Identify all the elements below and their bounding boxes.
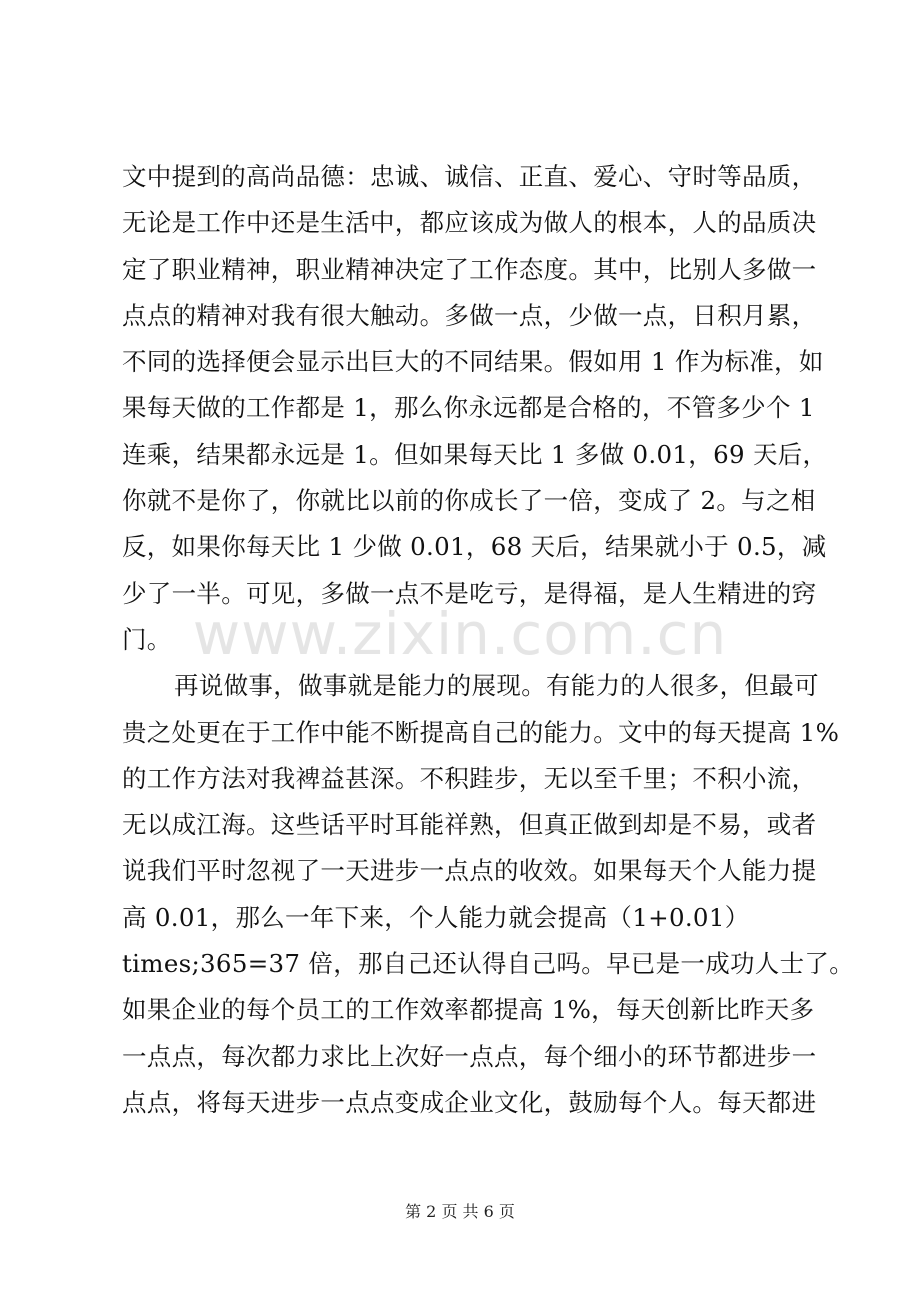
text-line: 如果企业的每个员工的工作效率都提高 1%，每天创新比昨天多: [122, 995, 815, 1025]
text-line: 反，如果你每天比 1 少做 0.01，68 天后，结果就小于 0.5，减: [122, 532, 827, 562]
document-body: [122, 154, 854, 1126]
text-line: 高 0.01，那么一年下来，个人能力就会提高（1+0.01）: [122, 902, 750, 932]
text-line: times;365=37 倍，那自己还认得自己吗。早已是一成功人士了。: [122, 949, 854, 979]
text-line: 的工作方法对我裨益甚深。不积跬步，无以至千里；不积小流，: [122, 763, 817, 793]
text-line: 说我们平时忽视了一天进步一点点的收效。如果每天个人能力提: [122, 856, 817, 886]
text-line: 无以成江海。这些话平时耳能祥熟，但真正做到却是不易，或者: [122, 810, 817, 840]
text-line: 贵之处更在于工作中能不断提高自己的能力。文中的每天提高 1%: [122, 717, 840, 747]
text-line: 文中提到的高尚品德：忠诚、诚信、正直、爱心、守时等品质，: [122, 162, 817, 191]
text-line: 门。: [122, 624, 172, 654]
text-line: 不同的选择便会显示出巨大的不同结果。假如用 1 作为标准，如: [122, 347, 824, 377]
text-line: 无论是工作中还是生活中，都应该成为做人的根本，人的品质决: [122, 208, 817, 238]
text-line: 果每天做的工作都是 1，那么你永远都是合格的，不管多少个 1: [122, 393, 815, 423]
paragraph-start-line: 再说做事，做事就是能力的展现。有能力的人很多，但最可: [174, 671, 819, 701]
page-footer: 第 2 页 共 6 页: [405, 1202, 515, 1221]
text-line: 定了职业精神，职业精神决定了工作态度。其中，比别人多做一: [122, 254, 817, 284]
text-line: 一点点，每次都力求比上次好一点点，每个细小的环节都进步一: [122, 1041, 817, 1071]
text-line: 少了一半。可见，多做一点不是吃亏，是得福，是人生精进的窍: [122, 578, 817, 608]
text-line: 连乘，结果都永远是 1。但如果每天比 1 多做 0.01，69 天后，: [122, 439, 828, 469]
text-line: 你就不是你了，你就比以前的你成长了一倍，变成了 2。与之相: [122, 486, 816, 516]
watermark: www.zixin.com.cn: [192, 600, 728, 668]
text-line: 点点的精神对我有很大触动。多做一点，少做一点，日积月累，: [122, 300, 817, 330]
text-line: 点点，将每天进步一点点变成企业文化，鼓励每个人。每天都进: [122, 1087, 817, 1117]
